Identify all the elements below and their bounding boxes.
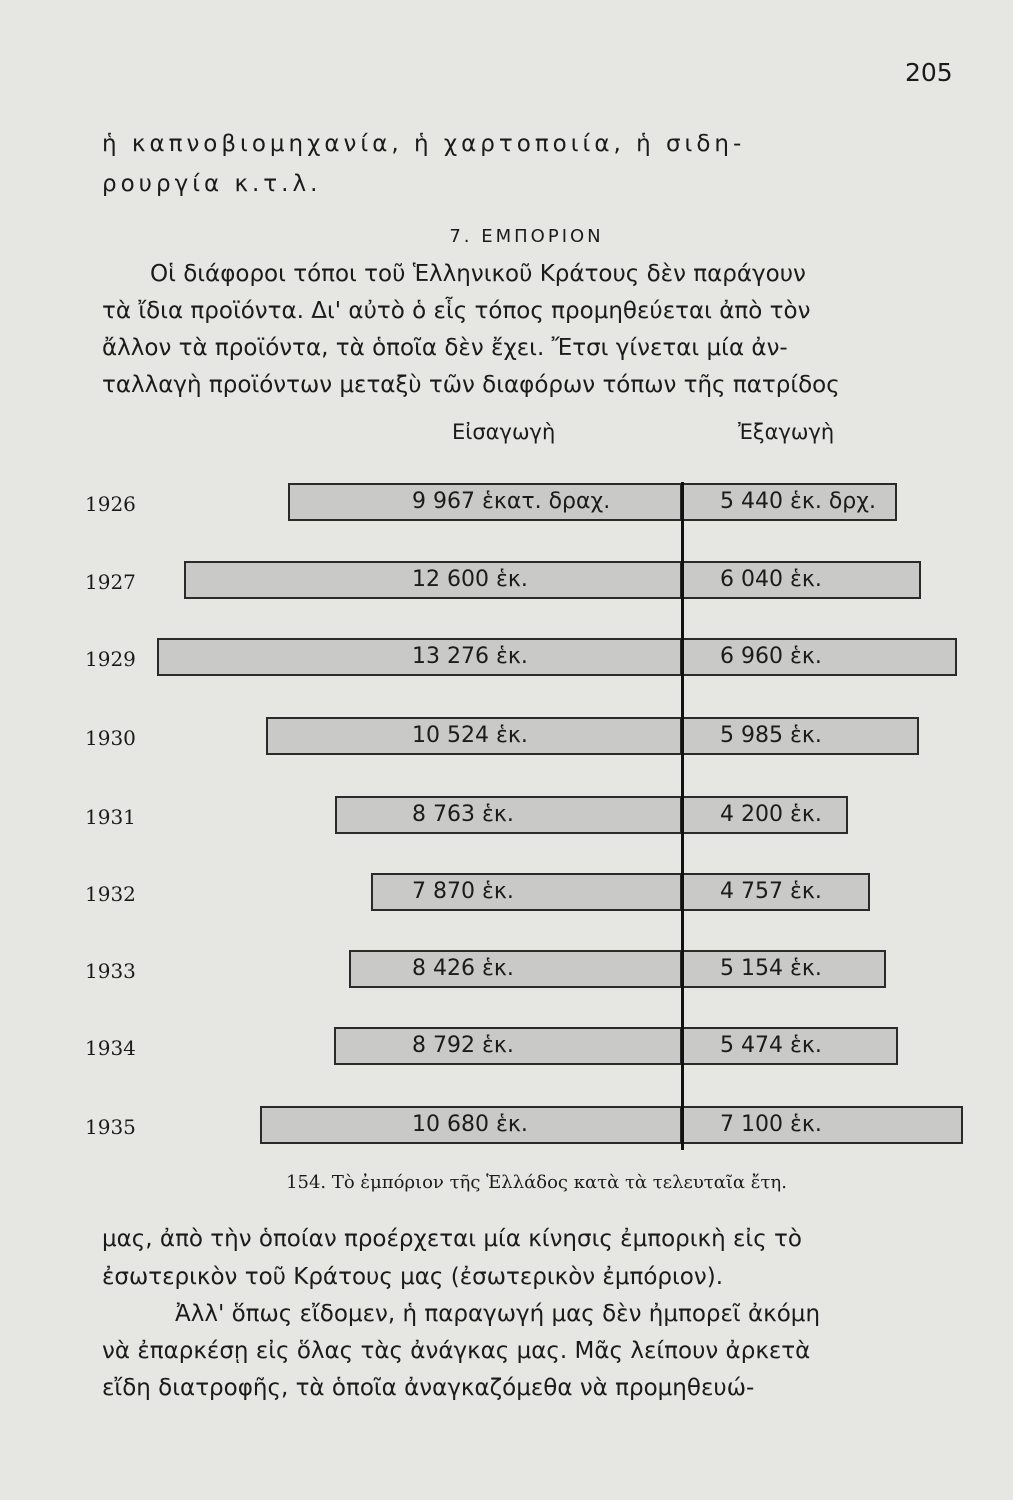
closing-line-3: Ἀλλ' ὅπως εἴδομεν, ἡ παραγωγή μας δὲν ἠμπορεῖ ἀκόμη (175, 1301, 821, 1327)
intro-line-1: ἡ καπνοβιομηχανία, ἡ χαρτοποιία, ἡ σιδη- (102, 131, 746, 157)
year-label: 1934 (85, 1036, 136, 1060)
import-bar (349, 950, 682, 988)
page-number: 205 (905, 58, 953, 87)
closing-line-2: ἐσωτερικὸν τοῦ Κράτους μας (ἐσωτερικὸν ἐμπόριον). (102, 1264, 723, 1290)
year-label: 1929 (85, 647, 136, 671)
import-value-label: 8 763 ἑκ. (412, 802, 514, 827)
closing-line-4: νὰ ἐπαρκέσῃ εἰς ὅλας τὰς ἀνάγκας μας. Μᾶς λείπουν ἀρκετὰ (102, 1338, 811, 1364)
paragraph-line-4: ταλλαγὴ προϊόντων μεταξὺ τῶν διαφόρων τόπων τῆς πατρίδος (102, 372, 840, 398)
closing-line-1: μας, ἀπὸ τὴν ὁποίαν προέρχεται μία κίνησις ἐμπορικὴ εἰς τὸ (102, 1226, 802, 1252)
import-value-label: 8 792 ἑκ. (412, 1033, 514, 1058)
export-value-label: 6 040 ἑκ. (720, 567, 822, 592)
import-value-label: 10 680 ἑκ. (412, 1112, 528, 1137)
export-column-header: Ἐξαγωγὴ (738, 420, 835, 444)
export-value-label: 4 200 ἑκ. (720, 802, 822, 827)
import-value-label: 7 870 ἑκ. (412, 879, 514, 904)
center-axis (681, 482, 684, 1150)
year-label: 1935 (85, 1115, 136, 1139)
year-label: 1926 (85, 492, 136, 516)
year-label: 1932 (85, 882, 136, 906)
year-label: 1927 (85, 570, 136, 594)
export-value-label: 6 960 ἑκ. (720, 644, 822, 669)
intro-line-2: ρουργία κ.τ.λ. (102, 171, 322, 197)
import-value-label: 8 426 ἑκ. (412, 956, 514, 981)
import-value-label: 12 600 ἑκ. (412, 567, 528, 592)
year-label: 1930 (85, 726, 136, 750)
paragraph-line-3: ἄλλον τὰ προϊόντα, τὰ ὁποῖα δὲν ἔχει. Ἔτσι γίνεται μία ἀν- (102, 335, 788, 361)
export-value-label: 5 985 ἑκ. (720, 723, 822, 748)
year-label: 1933 (85, 959, 136, 983)
paragraph-line-2: τὰ ἴδια προϊόντα. Δι' αὐτὸ ὁ εἷς τόπος προμηθεύεται ἀπὸ τὸν (102, 298, 811, 324)
export-value-label: 7 100 ἑκ. (720, 1112, 822, 1137)
export-value-label: 5 440 ἑκ. δρχ. (720, 489, 876, 514)
export-value-label: 4 757 ἑκ. (720, 879, 822, 904)
import-value-label: 13 276 ἑκ. (412, 644, 528, 669)
export-value-label: 5 474 ἑκ. (720, 1033, 822, 1058)
section-title: 7. ΕΜΠΟΡΙΟΝ (449, 226, 604, 247)
import-value-label: 9 967 ἑκατ. δραχ. (412, 489, 611, 514)
figure-caption: 154. Τὸ ἐμπόριον τῆς Ἑλλάδος κατὰ τὰ τελευταῖα ἔτη. (286, 1172, 787, 1193)
import-value-label: 10 524 ἑκ. (412, 723, 528, 748)
export-value-label: 5 154 ἑκ. (720, 956, 822, 981)
paragraph-line-1: Οἱ διάφοροι τόποι τοῦ Ἑλληνικοῦ Κράτους δὲν παράγουν (150, 261, 806, 287)
year-label: 1931 (85, 805, 136, 829)
closing-line-5: εἴδη διατροφῆς, τὰ ὁποῖα ἀναγκαζόμεθα νὰ προμηθευώ- (102, 1375, 755, 1401)
import-column-header: Εἰσαγωγὴ (452, 420, 556, 444)
